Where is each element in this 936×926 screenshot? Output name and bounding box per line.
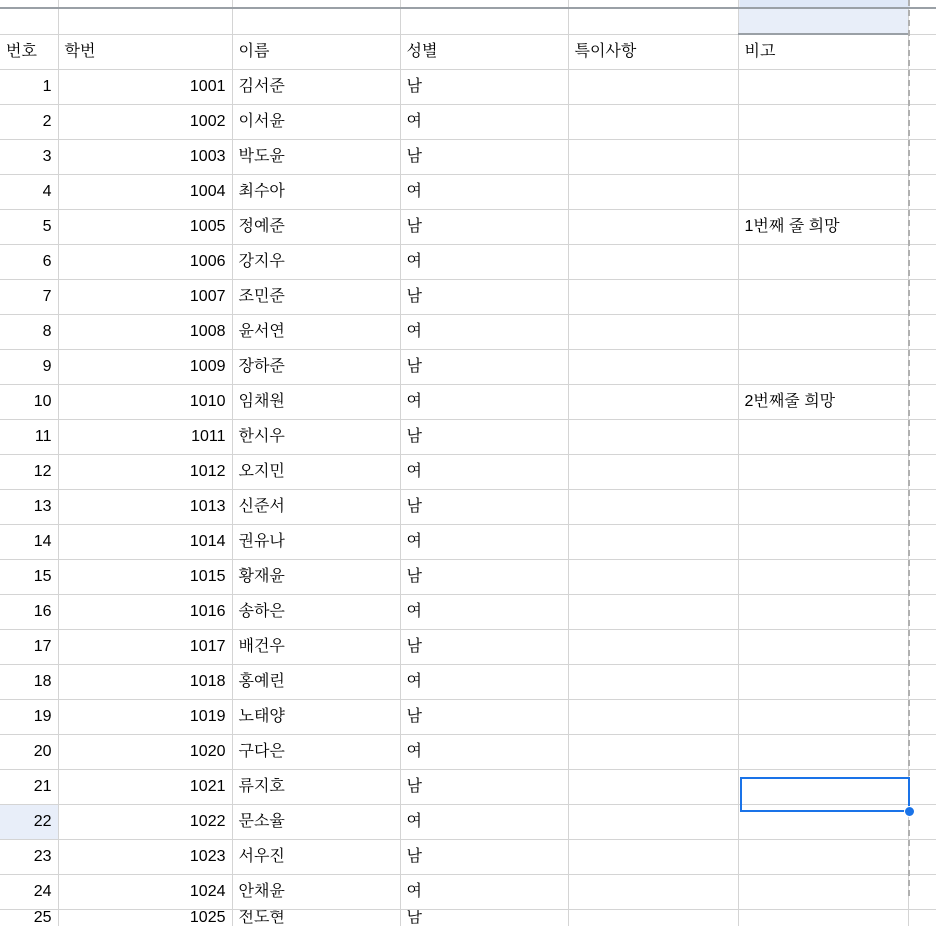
cell-num[interactable]: 18 xyxy=(0,665,58,700)
cell-memo[interactable] xyxy=(738,315,908,350)
cell-num[interactable]: 2 xyxy=(0,105,58,140)
cell-name[interactable]: 오지민 xyxy=(232,455,400,490)
cell-gender[interactable]: 남 xyxy=(400,420,568,455)
cell-sid[interactable]: 1008 xyxy=(58,315,232,350)
cell-gender[interactable]: 남 xyxy=(400,910,568,926)
cell-memo[interactable] xyxy=(738,70,908,105)
table-row[interactable] xyxy=(0,245,936,280)
cell-num[interactable]: 3 xyxy=(0,140,58,175)
cell-num[interactable]: 22 xyxy=(0,805,58,840)
column-header-gender[interactable]: 성별 xyxy=(400,34,568,70)
cell-note[interactable] xyxy=(568,840,738,875)
table-row-selected[interactable] xyxy=(0,805,936,840)
cell-gender[interactable]: 여 xyxy=(400,735,568,770)
table-header-row xyxy=(0,34,936,70)
cell-num[interactable]: 6 xyxy=(0,245,58,280)
cell-name[interactable]: 문소율 xyxy=(232,805,400,840)
cell-memo[interactable] xyxy=(738,245,908,280)
cell-sid[interactable]: 1022 xyxy=(58,805,232,840)
cell-memo[interactable] xyxy=(738,875,908,910)
cell-sid[interactable]: 1011 xyxy=(58,420,232,455)
cell-sid[interactable]: 1016 xyxy=(58,595,232,630)
column-header-note[interactable]: 특이사항 xyxy=(568,34,738,70)
cell-memo[interactable] xyxy=(738,770,908,805)
cell-name[interactable]: 권유나 xyxy=(232,525,400,560)
cell-gender[interactable]: 여 xyxy=(400,315,568,350)
cell-note[interactable] xyxy=(568,280,738,315)
cell-memo[interactable] xyxy=(738,700,908,735)
table-row[interactable] xyxy=(0,140,936,175)
cell-sid[interactable]: 1018 xyxy=(58,665,232,700)
cell-note[interactable] xyxy=(568,560,738,595)
cell-sid[interactable]: 1002 xyxy=(58,105,232,140)
cell-note[interactable] xyxy=(568,700,738,735)
cell-gender[interactable]: 남 xyxy=(400,630,568,665)
cell-note[interactable] xyxy=(568,875,738,910)
cell-num[interactable]: 4 xyxy=(0,175,58,210)
table-row[interactable] xyxy=(0,840,936,875)
cell-sid[interactable]: 1003 xyxy=(58,140,232,175)
cell-gender[interactable]: 남 xyxy=(400,350,568,385)
cell-sid[interactable]: 1015 xyxy=(58,560,232,595)
cell-note[interactable] xyxy=(568,630,738,665)
cell-sid[interactable]: 1017 xyxy=(58,630,232,665)
cell-gender[interactable]: 여 xyxy=(400,455,568,490)
cell-memo[interactable] xyxy=(738,595,908,630)
table-row[interactable] xyxy=(0,700,936,735)
cell-note[interactable] xyxy=(568,105,738,140)
cell-note[interactable] xyxy=(568,350,738,385)
cell-gender[interactable]: 남 xyxy=(400,840,568,875)
cell-name[interactable]: 정예준 xyxy=(232,210,400,245)
cell-sid[interactable]: 1012 xyxy=(58,455,232,490)
table-row[interactable] xyxy=(0,560,936,595)
table-row[interactable] xyxy=(0,385,936,420)
cell-name[interactable]: 윤서연 xyxy=(232,315,400,350)
cell-name[interactable]: 구다은 xyxy=(232,735,400,770)
cell-name[interactable]: 조민준 xyxy=(232,280,400,315)
cell-gender[interactable]: 여 xyxy=(400,105,568,140)
cell-memo[interactable] xyxy=(738,350,908,385)
table-row[interactable] xyxy=(0,875,936,910)
cell-name[interactable]: 최수아 xyxy=(232,175,400,210)
cell-name[interactable]: 안채윤 xyxy=(232,875,400,910)
cell-sid[interactable]: 1010 xyxy=(58,385,232,420)
cell-gender[interactable]: 여 xyxy=(400,875,568,910)
cell-note[interactable] xyxy=(568,595,738,630)
fill-handle[interactable] xyxy=(904,806,915,817)
table-row[interactable] xyxy=(0,350,936,385)
cell-memo-selected[interactable] xyxy=(738,805,908,840)
cell-sid[interactable]: 1020 xyxy=(58,735,232,770)
cell-sid[interactable]: 1019 xyxy=(58,700,232,735)
table-row[interactable] xyxy=(0,420,936,455)
cell-num[interactable]: 9 xyxy=(0,350,58,385)
cell-memo[interactable] xyxy=(738,105,908,140)
cell-gender[interactable]: 남 xyxy=(400,210,568,245)
cell-sid[interactable]: 1023 xyxy=(58,840,232,875)
cell-name[interactable]: 전도현 xyxy=(232,910,400,926)
cell-note[interactable] xyxy=(568,735,738,770)
cell-name[interactable]: 서우진 xyxy=(232,840,400,875)
cell-num[interactable]: 17 xyxy=(0,630,58,665)
cell-num[interactable]: 16 xyxy=(0,595,58,630)
print-page-break-line xyxy=(908,0,910,896)
cell-note[interactable] xyxy=(568,175,738,210)
cell-name[interactable]: 이서윤 xyxy=(232,105,400,140)
cell-note[interactable] xyxy=(568,385,738,420)
cell-name[interactable]: 배건우 xyxy=(232,630,400,665)
cell-name[interactable]: 강지우 xyxy=(232,245,400,280)
cell-name[interactable]: 홍예린 xyxy=(232,665,400,700)
cell-num[interactable]: 21 xyxy=(0,770,58,805)
cell-note[interactable] xyxy=(568,770,738,805)
table-row[interactable] xyxy=(0,455,936,490)
cell-memo[interactable] xyxy=(738,630,908,665)
cell-sid[interactable]: 1024 xyxy=(58,875,232,910)
table-row[interactable] xyxy=(0,210,936,245)
table-row-partial[interactable] xyxy=(0,910,936,926)
cell-gender[interactable]: 남 xyxy=(400,70,568,105)
cell-gender[interactable]: 남 xyxy=(400,560,568,595)
cell-gender[interactable]: 여 xyxy=(400,245,568,280)
cell-note[interactable] xyxy=(568,245,738,280)
column-header-name[interactable]: 이름 xyxy=(232,34,400,70)
cell-num[interactable]: 19 xyxy=(0,700,58,735)
cell-sid[interactable]: 1007 xyxy=(58,280,232,315)
cell-note[interactable] xyxy=(568,665,738,700)
table-row[interactable] xyxy=(0,525,936,560)
cell-name[interactable]: 황재윤 xyxy=(232,560,400,595)
cell-num[interactable]: 23 xyxy=(0,840,58,875)
cell-note[interactable] xyxy=(568,910,738,926)
cell-note[interactable] xyxy=(568,805,738,840)
cell-sid[interactable]: 1013 xyxy=(58,490,232,525)
cell-note[interactable] xyxy=(568,70,738,105)
cell-name[interactable]: 노태양 xyxy=(232,700,400,735)
table-row[interactable] xyxy=(0,595,936,630)
cell-sid[interactable]: 1014 xyxy=(58,525,232,560)
cell-name[interactable]: 박도윤 xyxy=(232,140,400,175)
cell-sid[interactable]: 1021 xyxy=(58,770,232,805)
cell-num[interactable]: 25 xyxy=(0,910,58,926)
table-row[interactable] xyxy=(0,105,936,140)
cell-memo[interactable]: 2번째줄 희망 xyxy=(738,385,908,420)
cell-name[interactable]: 송하은 xyxy=(232,595,400,630)
cell-num[interactable]: 1 xyxy=(0,70,58,105)
cell-memo[interactable] xyxy=(738,910,908,926)
cell-gender[interactable]: 여 xyxy=(400,385,568,420)
cell-gender[interactable]: 남 xyxy=(400,490,568,525)
table-row[interactable] xyxy=(0,175,936,210)
cell-sid[interactable]: 1025 xyxy=(58,910,232,926)
cell-num[interactable]: 13 xyxy=(0,490,58,525)
cell-num[interactable]: 20 xyxy=(0,735,58,770)
cell-num[interactable]: 12 xyxy=(0,455,58,490)
cell-sid[interactable]: 1006 xyxy=(58,245,232,280)
cell-name[interactable]: 신준서 xyxy=(232,490,400,525)
cell-memo[interactable] xyxy=(738,735,908,770)
cell-gender[interactable]: 남 xyxy=(400,700,568,735)
cell-gender[interactable]: 여 xyxy=(400,175,568,210)
cell-memo[interactable] xyxy=(738,490,908,525)
cell-memo[interactable] xyxy=(738,140,908,175)
cell-memo[interactable]: 1번째 줄 희망 xyxy=(738,210,908,245)
table-row[interactable] xyxy=(0,665,936,700)
cell-gender[interactable]: 남 xyxy=(400,140,568,175)
cell-num[interactable]: 7 xyxy=(0,280,58,315)
table-row[interactable] xyxy=(0,630,936,665)
cell-num[interactable]: 8 xyxy=(0,315,58,350)
cell-name[interactable]: 장하준 xyxy=(232,350,400,385)
table-row[interactable] xyxy=(0,315,936,350)
cell-sid[interactable]: 1001 xyxy=(58,70,232,105)
cell-num[interactable]: 24 xyxy=(0,875,58,910)
cell-memo[interactable] xyxy=(738,420,908,455)
cell-note[interactable] xyxy=(568,525,738,560)
cell-name[interactable]: 김서준 xyxy=(232,70,400,105)
cell-num[interactable]: 14 xyxy=(0,525,58,560)
cell-note[interactable] xyxy=(568,140,738,175)
cell-num[interactable]: 5 xyxy=(0,210,58,245)
cell-num[interactable]: 10 xyxy=(0,385,58,420)
column-header-sid[interactable]: 학번 xyxy=(58,34,232,70)
cell-memo[interactable] xyxy=(738,455,908,490)
cell-memo[interactable] xyxy=(738,665,908,700)
cell-note[interactable] xyxy=(568,455,738,490)
cell-name[interactable]: 류지호 xyxy=(232,770,400,805)
cell-gender[interactable]: 여 xyxy=(400,525,568,560)
cell-name[interactable]: 한시우 xyxy=(232,420,400,455)
column-header-num[interactable]: 번호 xyxy=(0,34,58,70)
cell-gender[interactable]: 여 xyxy=(400,595,568,630)
cell-note[interactable] xyxy=(568,490,738,525)
cell-memo[interactable] xyxy=(738,280,908,315)
cell-gender[interactable]: 여 xyxy=(400,665,568,700)
cell-gender[interactable]: 여 xyxy=(400,805,568,840)
cell-note[interactable] xyxy=(568,210,738,245)
cell-memo[interactable] xyxy=(738,560,908,595)
cell-memo[interactable] xyxy=(738,525,908,560)
cell-sid[interactable]: 1009 xyxy=(58,350,232,385)
table-row[interactable] xyxy=(0,490,936,525)
selected-column-tint xyxy=(740,0,910,7)
cell-num[interactable]: 15 xyxy=(0,560,58,595)
frozen-row-divider xyxy=(0,7,936,9)
cell-note[interactable] xyxy=(568,315,738,350)
cell-note[interactable] xyxy=(568,420,738,455)
table-row[interactable] xyxy=(0,770,936,805)
cell-sid[interactable]: 1004 xyxy=(58,175,232,210)
column-header-memo[interactable]: 비고 xyxy=(738,34,908,70)
table-row[interactable] xyxy=(0,280,936,315)
cell-name[interactable]: 임채원 xyxy=(232,385,400,420)
cell-memo[interactable] xyxy=(738,840,908,875)
cell-memo[interactable] xyxy=(738,175,908,210)
cell-gender[interactable]: 남 xyxy=(400,770,568,805)
cell-num[interactable]: 11 xyxy=(0,420,58,455)
table-row[interactable] xyxy=(0,70,936,105)
cell-sid[interactable]: 1005 xyxy=(58,210,232,245)
table-row[interactable] xyxy=(0,735,936,770)
cell-gender[interactable]: 남 xyxy=(400,280,568,315)
